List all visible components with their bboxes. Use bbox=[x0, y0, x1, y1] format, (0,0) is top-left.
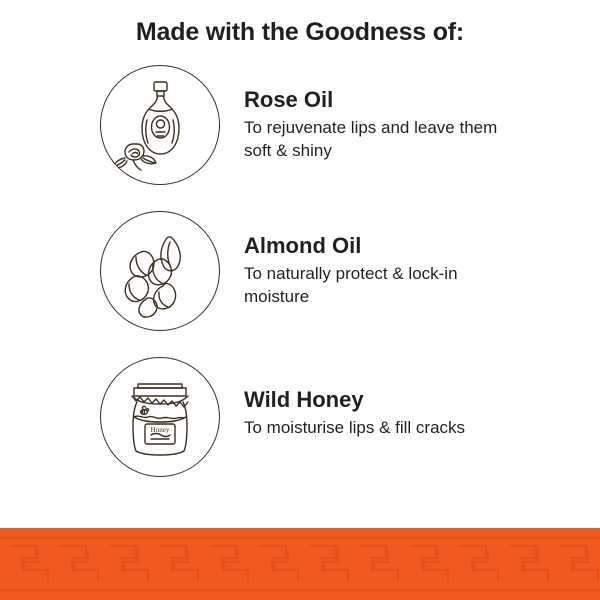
ingredient-description: To naturally protect & lock-in moisture bbox=[244, 264, 458, 306]
list-item bbox=[100, 357, 600, 477]
ingredient-text bbox=[244, 65, 519, 163]
honey-label-text: Honey bbox=[150, 426, 170, 434]
ingredient-text bbox=[244, 211, 519, 309]
rose-oil-bottle-icon bbox=[105, 70, 215, 180]
list-item bbox=[100, 65, 600, 185]
ingredient-text bbox=[244, 357, 465, 440]
page-title: Made with the Goodness of: bbox=[135, 18, 465, 46]
ingredient-title: Rose Oil bbox=[244, 87, 334, 112]
ingredient-icon-circle bbox=[100, 65, 220, 185]
almond-nuts-icon bbox=[105, 216, 215, 326]
honey-jar-icon bbox=[105, 362, 215, 472]
ingredient-title: Almond Oil bbox=[244, 233, 362, 258]
ingredient-list bbox=[0, 65, 600, 477]
decorative-pattern-icon bbox=[0, 528, 600, 600]
footer-band bbox=[0, 528, 600, 600]
ingredient-icon-circle bbox=[100, 211, 220, 331]
ingredient-title: Wild Honey bbox=[244, 387, 364, 412]
ingredient-icon-circle bbox=[100, 357, 220, 477]
ingredient-description: To rejuvenate lips and leave them soft & shiny bbox=[244, 118, 498, 160]
ingredient-description: To moisturise lips & fill cracks bbox=[244, 418, 466, 437]
list-item bbox=[100, 211, 600, 331]
